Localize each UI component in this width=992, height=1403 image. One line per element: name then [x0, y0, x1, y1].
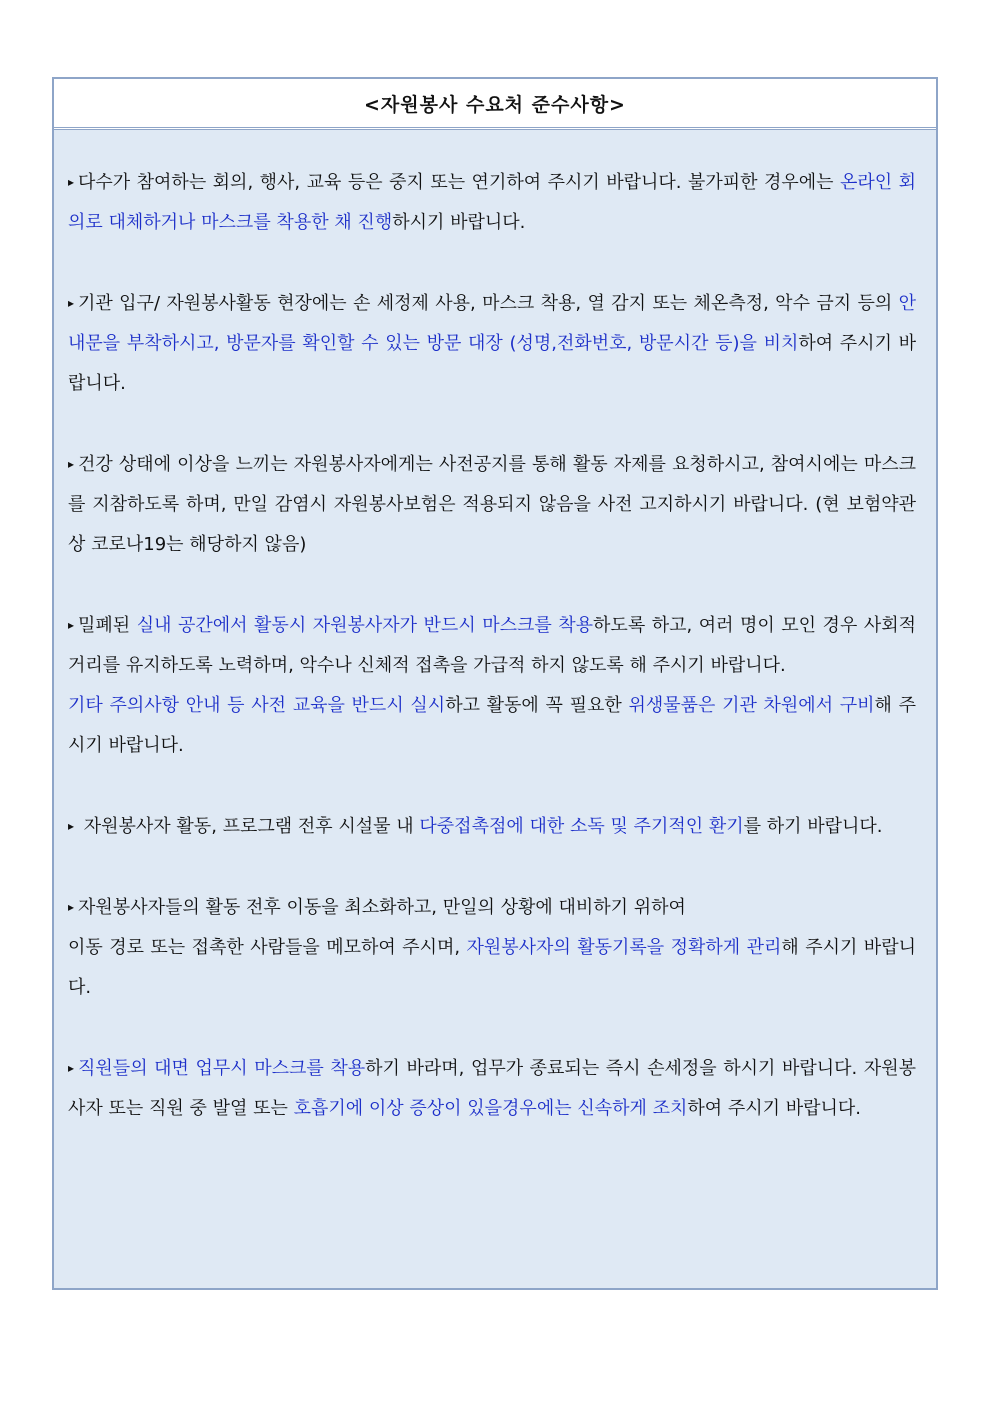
item-entrance-notice: [68, 283, 916, 404]
notice-box: [52, 77, 938, 1290]
item-highlight: 자원봉사자의 활동기록을 정확하게 관리: [466, 937, 782, 958]
bullet-icon: ▸: [68, 618, 75, 632]
item-highlight: 실내 공간에서 활동시 자원봉사자가 반드시 마스크를 착용: [136, 615, 594, 636]
item-health-condition: [68, 444, 916, 565]
item-text: 다수가 참여하는 회의, 행사, 교육 등은 중지 또는 연기하여 주시기 바랍니다. 불가피한 경우에는: [78, 172, 840, 193]
bullet-icon: ▸: [68, 1061, 75, 1075]
item-movement-minimize: [68, 887, 916, 928]
notice-content: [68, 162, 916, 1129]
item-text: 하여 주시기 바랍니다.: [687, 1098, 862, 1119]
item-activity-record: [68, 928, 916, 1008]
item-indoor-mask: [68, 605, 916, 686]
item-text: 밀폐된: [78, 615, 137, 636]
item-highlight: 다중접촉점에 대한 소독 및 주기적인 환기: [419, 816, 744, 837]
item-text: 자원봉사자들의 활동 전후 이동을 최소화하고, 만일의 상황에 대비하기 위하여: [78, 897, 686, 918]
item-highlight: 직원들의 대면 업무시 마스크를 착용: [78, 1058, 366, 1079]
item-highlight: 위생물품은 기관 차원에서 구비: [628, 695, 875, 716]
item-staff-mask: [68, 1048, 916, 1129]
item-text: 하고 활동에 꼭 필요한: [445, 695, 629, 716]
item-text: 해 주시기 바랍니다.: [68, 937, 916, 998]
page-title: <자원봉사 수요처 준수사항>: [364, 93, 626, 116]
item-text: 하시기 바랍니다.: [392, 212, 526, 233]
item-text: 자원봉사자 활동, 프로그램 전후 시설물 내: [78, 816, 420, 837]
item-text: 하기 바라며, 업무가 종료되는 즉시 손세정을 하시기 바랍니다. 자원봉사자 또는 직원 중 발열 또는: [68, 1058, 916, 1119]
item-text: 기관 입구/ 자원봉사활동 현장에는 손 세정제 사용, 마스크 착용, 열 감지 또는 체온측정, 악수 금지 등의: [78, 293, 899, 314]
item-text: 하도록 하고, 여러 명이 모인 경우 사회적 거리를 유지하도록 노력하며, 악수나 신체적 접촉을 가급적 하지 않도록 해 주시기 바랍니다.: [68, 615, 916, 676]
item-text: 하여 주시기 바랍니다.: [68, 333, 916, 394]
item-education-supplies: [68, 686, 916, 766]
title-bar: [54, 79, 936, 130]
bullet-icon: ▸: [68, 900, 75, 914]
bullet-icon: ▸: [68, 819, 75, 833]
bullet-icon: ▸: [68, 457, 75, 471]
item-highlight: 안내문을 부착하시고, 방문자를 확인할 수 있는 방문 대장 (성명,전화번호, 방문시간 등)을 비치: [68, 293, 916, 354]
item-text: 이동 경로 또는 접촉한 사람들을 메모하여 주시며,: [68, 937, 467, 958]
item-text: 건강 상태에 이상을 느끼는 자원봉사자에게는 사전공지를 통해 활동 자제를 요청하시고, 참여시에는 마스크를 지참하도록 하며, 만일 감염시 자원봉사보험은 적용되지 않음을 사전 고지하시기 바랍니다. (현 보험약관상 코로나19는 해당하지 않음): [68, 454, 916, 555]
item-text: 해 주시기 바랍니다.: [68, 695, 917, 756]
item-highlight: 기타 주의사항 안내 등 사전 교육을 반드시 실시: [68, 695, 446, 716]
bullet-icon: ▸: [68, 175, 75, 189]
item-meeting-suspension: [68, 162, 916, 243]
item-highlight: 호흡기에 이상 증상이 있을경우에는 신속하게 조치: [293, 1098, 688, 1119]
item-highlight: 온라인 회의로 대체하거나 마스크를 착용한 채 진행: [68, 172, 916, 233]
item-text: 를 하기 바랍니다.: [743, 816, 883, 837]
bullet-icon: ▸: [68, 296, 75, 310]
item-disinfection: [68, 806, 916, 847]
